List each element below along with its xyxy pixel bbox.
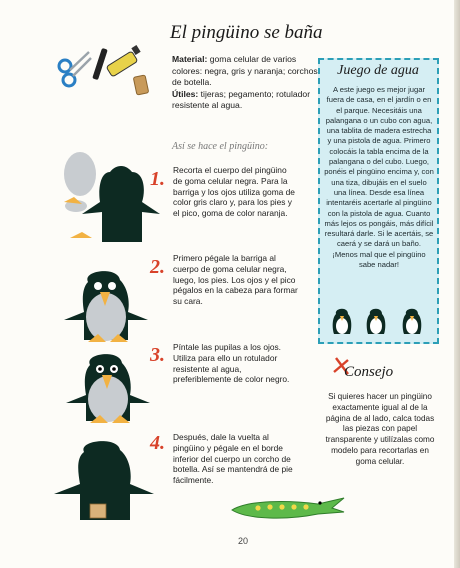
tools-text: tijeras; pegamento; rotulador resistente al agua. [172, 88, 311, 110]
tools-label: Útiles: [172, 88, 199, 99]
materials-list [172, 54, 320, 112]
page-edge [454, 0, 460, 568]
step-3-text: Píntale las pupilas a los ojos. Utiliza para ello un rotulador resistente al agua, preferiblemente de color negro. [173, 342, 290, 385]
penguin-step-2 [48, 262, 160, 348]
step-1-text: Recorta el cuerpo del pingüino de goma celular negra. Para la barriga y los ojos utiliza goma de color gris claro y, para los pies y el pico, goma de color naranja. [173, 165, 295, 219]
step-4-number: 4. [150, 432, 165, 454]
game-box-text: A este juego es mejor jugar fuera de casa, en el jardín o en el parque. Necesitáis una palangana o un cubo con agua, una tablita de madera estrecha y una pistola de agua. Primero colocáis la tabla encima de la palangana o del cubo. Luego, ponéis el pingüino encima y, con una tiza, dibujáis en el suelo una línea. Desde esa línea intentaréis acertarle al pingüino con la pistola de agua. Cuanto más lejos os pongáis, más difícil resultará darle. Si le acertáis, se caerá y se dará un baño. ¡Menos mal que el pingüino sabe nadar! [324, 85, 434, 270]
step-3-number: 3. [150, 344, 165, 366]
marker-icon [92, 48, 108, 80]
material-label: Material: [172, 54, 208, 64]
penguin-icon [333, 309, 352, 334]
penguin-row-illustration [326, 306, 430, 340]
penguin-step-3 [56, 345, 160, 427]
penguin-pieces-step-1 [50, 150, 162, 250]
page-number: 20 [238, 536, 249, 546]
cork-icon [90, 504, 106, 518]
game-box-title: Juego de agua [337, 63, 419, 78]
penguin-icon [367, 309, 386, 334]
tip-text: Si quieres hacer un pingüino exactamente igual al de la página de al lado, calca todas las piezas con papel transparente y utilízalas como modelo para recortarlas en goma celular. [325, 392, 435, 466]
tip-title: Consejo [344, 364, 394, 380]
cork-icon [133, 75, 148, 95]
scissors-icon [59, 52, 91, 86]
tools-illustration [55, 44, 165, 104]
steps-heading: Así se hace el pingüino: [172, 141, 269, 152]
page-title: El pingüino se baña [170, 22, 323, 43]
glue-tube-icon [106, 45, 141, 77]
step-1-number: 1. [150, 168, 165, 190]
step-2-number: 2. [150, 256, 165, 278]
penguin-back-step-4 [46, 436, 160, 526]
step-4-text: Después, dale la vuelta al pingüino y pégale en el borde inferior del cuerpo un corcho de botella. Así se mantendrá de pie fácilmente. [173, 432, 293, 486]
step-2-text: Primero pégale la barriga al cuerpo de goma celular negra, luego, los pies. Los ojos y el pico pégalos en la cabeza para formar su cara. [173, 253, 298, 307]
penguin-icon [403, 309, 422, 334]
crocodile-icon [228, 490, 346, 524]
material-text: goma celular de varios colores: negra, gris y naranja; corchos de botella. [172, 54, 318, 87]
